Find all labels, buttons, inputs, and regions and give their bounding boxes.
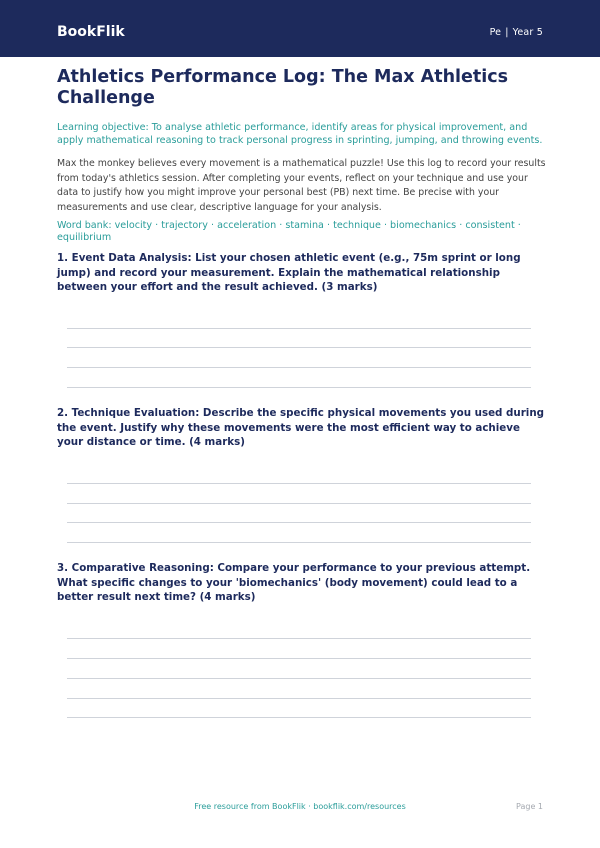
question-2: 2. Technique Evaluation: Describe the specific physical movements you used during the event. Justify why these movements were the most efficient way to achieve your distance or time. (4 marks) [57,407,545,448]
answer-line[interactable] [67,367,531,368]
answer-line[interactable] [67,698,531,699]
worksheet-title: Athletics Performance Log: The Max Athletics Challenge [57,67,509,108]
separator: | [505,27,509,38]
answer-line[interactable] [67,347,531,348]
question-1: 1. Event Data Analysis: List your chosen athletic event (e.g., 75m sprint or long jump) and record your measurement. Explain the mathematical relationship between your effort and the result achieved. (3 marks) [57,252,521,293]
question-3: 3. Comparative Reasoning: Compare your performance to your previous attempt. What specific changes to your 'biomechanics' (body movement) could lead to a better result next time? (4 marks) [57,562,531,603]
brand-logo: BookFlik [57,24,125,40]
subject-year-label [490,26,543,40]
answer-line[interactable] [67,328,531,329]
intro-paragraph: Max the monkey believes every movement is a mathematical puzzle! Use this log to record your results from today's athletics session. After completing your events, reflect on your technique and use your data to justify how you might improve your personal best (PB) next time. Be precise with your measurements and use clear, descriptive language for your analysis. [57,158,546,213]
answer-line[interactable] [67,658,531,659]
answer-line[interactable] [67,483,531,484]
subject-label: Pe [489,27,502,38]
answer-line[interactable] [67,717,531,718]
footer-resource-link[interactable]: Free resource from BookFlik · bookflik.com/resources [194,802,406,811]
answer-line[interactable] [67,503,531,504]
page-header [0,0,600,57]
answer-line[interactable] [67,522,531,523]
learning-objective: Learning objective: To analyse athletic performance, identify areas for physical improvement, and apply mathematical reasoning to track personal progress in sprinting, jumping, and throwing events. [57,122,543,146]
answer-line[interactable] [67,638,531,639]
answer-line[interactable] [67,387,531,388]
answer-line[interactable] [67,678,531,679]
page-number: Page 1 [516,802,543,811]
answer-line[interactable] [67,542,531,543]
year-label: Year 5 [512,27,543,38]
word-bank: Word bank: velocity · trajectory · acceleration · stamina · technique · biomechanics · consistent · equilibrium [57,220,521,243]
